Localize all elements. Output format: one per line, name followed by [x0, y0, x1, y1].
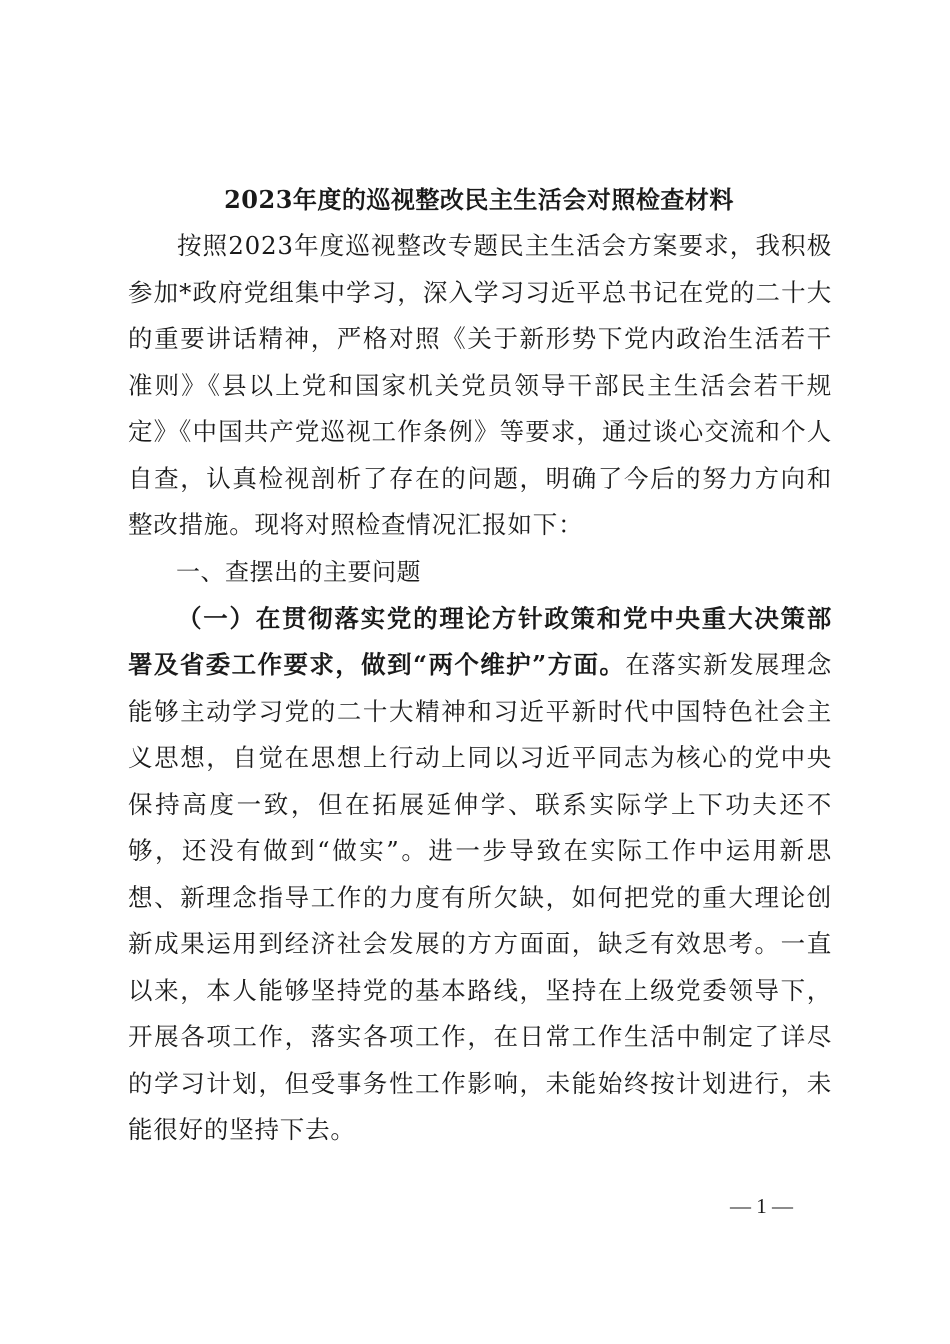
intro-paragraph: 按照2023年度巡视整改专题民主生活会方案要求，我积极参加*政府党组集中学习，深入学习习近平总书记在党的二十大的重要讲话精神，严格对照《关于新形势下党内政治生活若干准则》《县以上党和国家机关党员领导干部民主生活会若干规定》《中国共产党巡视工作条例》等要求，通过谈心交流和个人自查，认真检视剖析了存在的问题，明确了今后的努力方向和整改措施。现将对照检查情况汇报如下：: [128, 231, 832, 539]
document-title: 2023年度的巡视整改民主生活会对照检查材料: [224, 185, 734, 214]
document-body: [128, 223, 832, 1154]
subsection-body-1: 在落实新发展理念能够主动学习党的二十大精神和习近平新时代中国特色社会主义思想，自觉在思想上行动上同以习近平同志为核心的党中央保持高度一致，但在拓展延伸学、联系实际学上下功夫还不够，还没有做到“做实”。进一步导致在实际工作中运用新思想、新理念指导工作的力度有所欠缺，如何把党的重大理论创新成果运用到经济社会发展的方方面面，缺乏有效思考。一直以来，本人能够坚持党的基本路线，坚持在上级党委领导下，开展各项工作，落实各项工作，在日常工作生活中制定了详尽的学习计划，但受事务性工作影响，未能始终按计划进行，未能很好的坚持下去。: [128, 650, 832, 1144]
subsection-title-1: （一）在贯彻落实党的理论方针政策和党中央重大决策部署及省委工作要求，做到“两个维护”方面。: [128, 603, 832, 679]
subsection-paragraph-1: [128, 596, 832, 1154]
page-number: — 1 —: [730, 1194, 793, 1218]
section-heading-1: 一、查摆出的主要问题: [176, 557, 421, 586]
